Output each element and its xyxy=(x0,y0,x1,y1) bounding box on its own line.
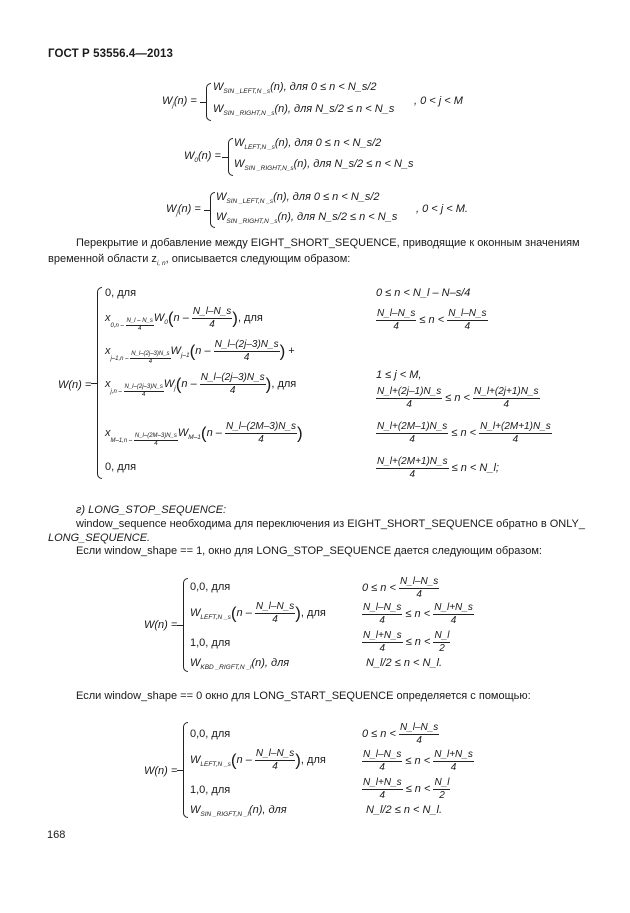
window-shape-1-text: Если window_shape == 1, окно для LONG_STOP_SEQUENCE дается следующим образом: xyxy=(76,545,542,557)
big-formula-lhs: W(n) = xyxy=(58,379,92,391)
big-formula-brace xyxy=(97,287,102,479)
formula-1-tail: , 0 < j < M xyxy=(414,95,463,107)
stop-row-2-left: $W_{LEFT,N \_s}(n$ – $\frac{N\_l-N\_s}{4}$ ), для xyxy=(190,601,326,625)
formula-1-row-1: $W_{SIN \_LEFT,N \_s}(n)$, для 0 ≤ n < N_s/2 xyxy=(213,81,377,95)
start-formula-lhs: W(n) = xyxy=(144,765,178,777)
formula-3-tail: , 0 < j < M. xyxy=(416,203,468,215)
big-row-1-left: 0, для xyxy=(105,287,137,299)
big-row-6-left: 0, для xyxy=(105,461,137,473)
stop-formula-brace xyxy=(183,578,188,672)
stop-row-1-left: 0,0, для xyxy=(190,581,231,593)
start-row-1-left: 0,0, для xyxy=(190,728,231,740)
stop-row-3-right: $\frac{N\_l+N\_s}{4}$ ≤ n < $\frac{N\_l}{2}$ xyxy=(363,630,450,654)
formula-2-row-2: $W_{SIN \_RIGHT,N\_s}(n)$, для N_s/2 ≤ n < N_s xyxy=(234,158,414,172)
formula-1-brace xyxy=(206,83,211,121)
big-row-3-left: $x_{j-1,n - \frac{N\_l-(2j-3)N\_s}{4}}$ $W_{j-1}(n$ – $\frac{N\_l-(2j-3)N\_s}{4}$ ) + xyxy=(105,339,295,365)
big-row-4-right-2: $\frac{N\_l+(2j-1)N\_s}{4}$ ≤ n < $\frac{N\_l+(2j+1)N\_s}{4}$ xyxy=(377,386,539,410)
start-row-1-right: 0 ≤ n < $\frac{N\_l-N\_s}{4}$ xyxy=(362,722,439,746)
formula-2-lhs: $W_0(n)$ = xyxy=(184,150,221,164)
big-row-5-left: $x_{M-1,n - \frac{N\_l-(2M-3)N\_s}{4}}$ $W_{M-1}(n$ – $\frac{N\_l-(2M-3)N\_s}{4}$ ) xyxy=(105,421,303,447)
big-row-4-left: $x_{j,n - \frac{N\_l-(2j-3)N\_s}{4}}$ $W_j(n$ – $\frac{N\_l-(2j-3)N\_s}{4}$ ), для xyxy=(105,372,297,398)
big-row-5-right: $\frac{N\_l+(2M-1)N\_s}{4}$ ≤ n < $\frac{N\_l+(2M+1)N\_s}{4}$ xyxy=(377,421,551,445)
paragraph-line-1: Перекрытие и добавление между EIGHT_SHORT_SEQUENCE, приводящие к оконным значениям xyxy=(76,237,580,249)
page-number: 168 xyxy=(47,829,66,841)
formula-3-lhs: $W_j(n)$ = xyxy=(166,203,201,217)
big-row-2-left: $x_{0,n - \frac{N\_l - N\_s}{4}}$ $W_0(n$ – $\frac{N\_l-N\_s}{4}$ ), для xyxy=(105,306,263,332)
formula-1-row-2: $W_{SIN \_RIGHT,N \_s}(n)$, для N_s/2 ≤ n < N_s xyxy=(213,103,395,117)
formula-3-brace xyxy=(210,192,215,228)
formula-1-lhs: $W_j(n)$ = xyxy=(162,95,197,109)
stop-row-4-left: $W_{KBD \_RIGFT,N \_l}(n)$, для xyxy=(190,657,290,671)
formula-3-row-2: $W_{SIN \_RIGHT,N \_s}(n)$, для N_s/2 ≤ n < N_s xyxy=(216,211,398,225)
paragraph-line-2: временной области $z_{i, n}$, описывается следующим образом: xyxy=(48,253,351,267)
formula-2-brace xyxy=(228,138,233,176)
window-sequence-line-2: LONG_SEQUENCE. xyxy=(48,532,151,544)
start-row-4-left: $W_{SIN \_RIGFT,N \_l}(n)$, для xyxy=(190,804,287,818)
stop-row-4-right: N_l/2 ≤ n < N_l. xyxy=(366,657,443,669)
stop-formula-lhs: W(n) = xyxy=(144,619,178,631)
item-g-title: г) LONG_STOP_SEQUENCE: xyxy=(76,504,227,516)
window-shape-0-text: Если window_shape == 0 окно для LONG_START_SEQUENCE определяется с помощью: xyxy=(76,690,531,702)
start-formula-brace xyxy=(183,722,188,818)
stop-row-3-left: 1,0, для xyxy=(190,637,231,649)
formula-2-row-1: $W_{LEFT,N \_s}(n)$, для 0 ≤ n < N_s/2 xyxy=(234,137,382,151)
big-row-2-right: $\frac{N\_l-N\_s}{4}$ ≤ n < $\frac{N\_l-N\_s}{4}$ xyxy=(377,308,487,332)
big-row-4-right-1: 1 ≤ j < M, xyxy=(376,369,422,381)
start-row-4-right: N_l/2 ≤ n < N_l. xyxy=(366,804,443,816)
stop-row-1-right: 0 ≤ n < $\frac{N\_l-N\_s}{4}$ xyxy=(362,576,439,600)
start-row-2-left: $W_{LEFT,N \_s}(n$ – $\frac{N\_l-N\_s}{4}$ ), для xyxy=(190,748,326,772)
document-header: ГОСТ Р 53556.4—2013 xyxy=(48,48,173,60)
formula-3-row-1: $W_{SIN \_LEFT,N \_s}(n)$, для 0 ≤ n < N_s/2 xyxy=(216,191,380,205)
window-sequence-line-1: window_sequence необходима для переключения из EIGHT_SHORT_SEQUENCE обратно в ONLY_ xyxy=(76,518,586,530)
start-row-3-right: $\frac{N\_l+N\_s}{4}$ ≤ n < $\frac{N\_l}{2}$ xyxy=(363,777,450,801)
big-row-1-right: 0 ≤ n < N_l – N–s/4 xyxy=(376,287,471,299)
big-row-6-right: $\frac{N\_l+(2M+1)N\_s}{4}$ ≤ n < N_l; xyxy=(377,456,499,480)
start-row-3-left: 1,0, для xyxy=(190,784,231,796)
start-row-2-right: $\frac{N\_l-N\_s}{4}$ ≤ n < $\frac{N\_l+N\_s}{4}$ xyxy=(363,749,473,773)
stop-row-2-right: $\frac{N\_l-N\_s}{4}$ ≤ n < $\frac{N\_l+N\_s}{4}$ xyxy=(363,602,473,626)
